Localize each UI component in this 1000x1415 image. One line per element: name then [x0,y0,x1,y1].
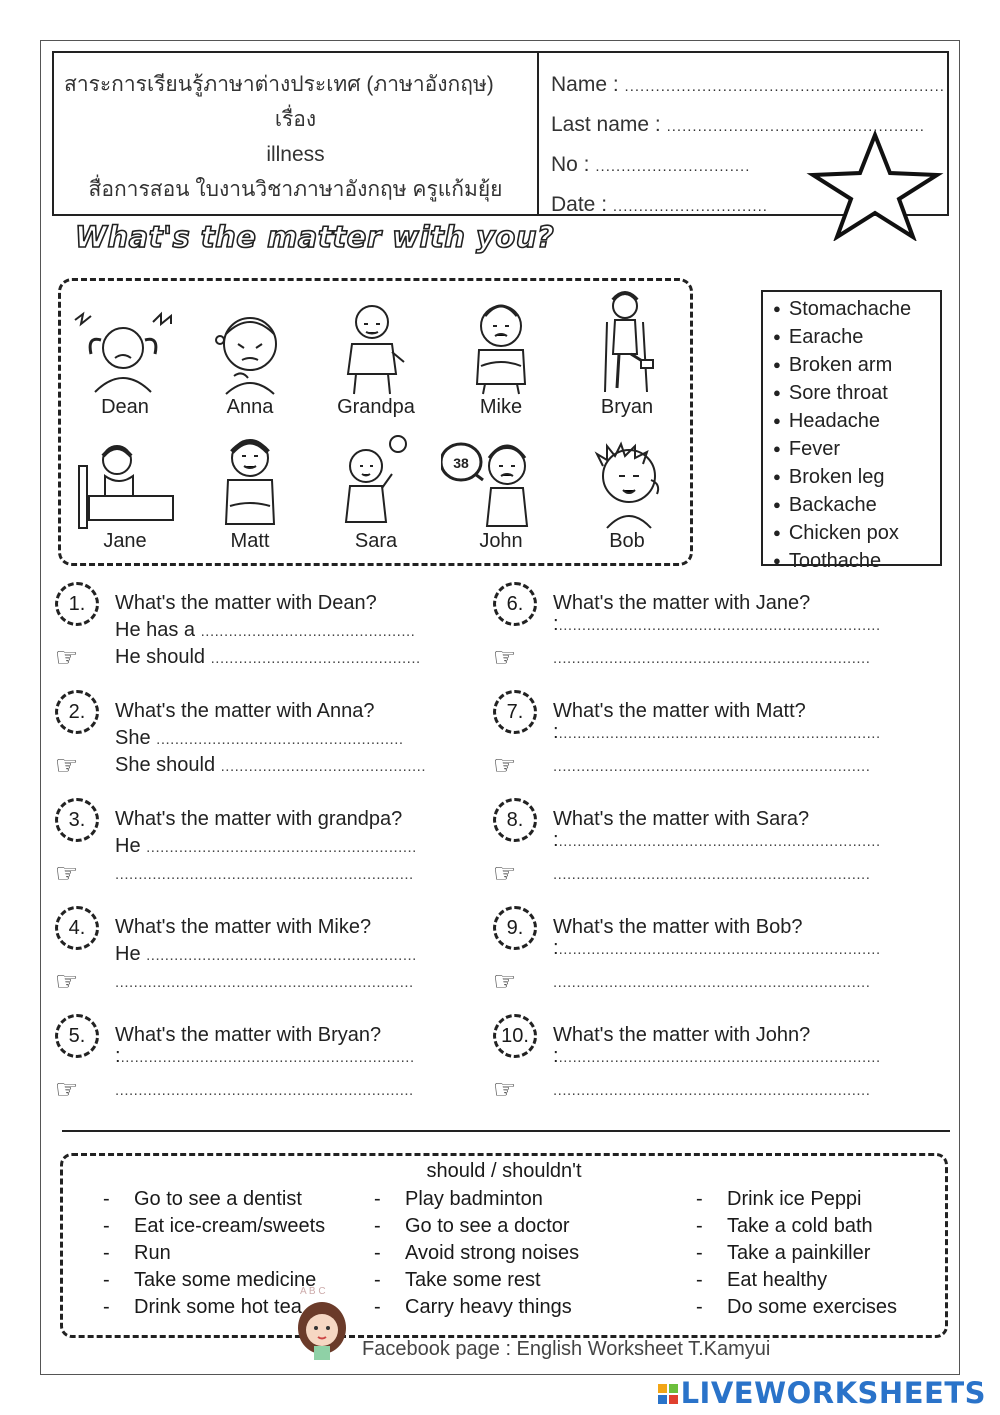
illness-item: ● Backache [773,492,940,520]
illness-item: ● Broken leg [773,464,940,492]
question-text: What's the matter with Bob? [553,916,803,938]
date-field[interactable]: .............................. [612,198,768,215]
illness-item: ● Headache [773,408,940,436]
advice-column-2 [374,1186,579,1321]
no-label: No : [551,153,590,176]
question-number: 5. [55,1014,99,1058]
person-name: Matt [230,530,270,552]
earache-person-icon [316,430,436,530]
advice-item: - Carry heavy things [374,1296,572,1318]
person-name: Bryan [600,396,654,418]
pointing-hand-icon: ☞ [55,750,79,780]
broken-arm-person-icon [190,436,310,530]
illness-item: ● Stomachache [773,296,940,324]
question-number: 4. [55,906,99,950]
brand-text: LIVEWORKSHEETS [680,1376,986,1410]
person-jane [65,436,185,553]
illness-item: ● Sore throat [773,380,940,408]
advice-item: - Run [103,1242,171,1264]
answer-line-2[interactable]: ................................................................ [115,866,414,883]
question-number: 2. [55,690,99,734]
sick-child-icon [190,300,310,396]
answer-line-2[interactable]: She should ............................................ [115,754,427,776]
answer-line-2[interactable]: ................................................................ [115,1082,414,1099]
answer-line-2[interactable]: .................................................................... [553,974,871,991]
teacher-avatar-logo [288,1282,358,1362]
person-matt [190,436,310,553]
person-name: Sara [354,530,398,552]
person-name: John [479,530,523,552]
topic-text: illness [266,143,325,166]
person-name: Bob [609,530,645,552]
question-number: 1. [55,582,99,626]
pointing-hand-icon: ☞ [493,966,517,996]
pointing-hand-icon: ☞ [55,642,79,672]
question-text: What's the matter with Bryan? [115,1024,382,1046]
illness-item: ● Earache [773,324,940,352]
pointing-hand-icon: ☞ [493,642,517,672]
advice-item: - Play badminton [374,1188,543,1210]
person-anna [190,300,310,419]
answer-line-2[interactable]: .................................................................... [553,650,871,667]
person-mike [441,300,561,419]
advice-item: - Take a painkiller [696,1242,871,1264]
answer-line-1[interactable]: He has a .............................................. [115,619,416,641]
advice-item: - Avoid strong noises [374,1242,580,1264]
advice-column-3 [696,1186,897,1321]
advice-item: - Take some rest [374,1269,541,1291]
headache-person-icon [65,300,185,396]
subject-text: สาระการเรียนรู้ภาษาต่างประเทศ (ภาษาอังกฤษ) [64,73,494,96]
lastname-field[interactable]: .................................................. [666,118,925,135]
worksheet-title: What's the matter with you? [75,220,555,254]
person-grandpa [316,300,436,419]
advice-box [60,1153,948,1338]
answer-line-2[interactable]: .................................................................... [553,1082,871,1099]
person-bryan [567,290,687,419]
advice-item: - Go to see a doctor [374,1215,570,1237]
question-text: What's the matter with Mike? [115,916,372,938]
logo-letters: A B C [300,1286,326,1297]
person-name: Dean [101,396,149,418]
person-name: Anna [226,396,274,418]
question-text: What's the matter with John? [553,1024,811,1046]
score-star-icon [805,131,945,241]
person-bob [567,436,687,553]
advice-item: - Eat healthy [696,1269,828,1291]
advice-item: - Take some medicine [103,1269,317,1291]
name-field[interactable]: .............................................................. [624,78,945,95]
stomachache-person-icon [441,300,561,396]
question-number: 9. [493,906,537,950]
illness-item: ● Broken arm [773,352,940,380]
person-name: Grandpa [337,396,415,418]
answer-line-1[interactable]: :............................................................... [115,1045,415,1067]
question-number: 6. [493,582,537,626]
footer-credit: Facebook page : English Worksheet T.Kamyui [362,1338,771,1360]
question-number: 8. [493,798,537,842]
answer-line-1[interactable]: :..................................................................... [553,937,881,959]
answer-line-2[interactable]: .................................................................... [553,758,871,775]
illness-item: ● Fever [773,436,940,464]
answer-line-1[interactable]: :..................................................................... [553,829,881,851]
fever-person-icon [441,430,561,530]
advice-item: - Drink some hot tea [103,1296,302,1318]
person-john [441,430,561,553]
question-text: What's the matter with Sara? [553,808,810,830]
liveworksheets-logo-icon [658,1384,678,1404]
section-divider [62,1130,950,1132]
backache-person-icon [316,300,436,396]
sick-in-bed-icon [65,436,185,530]
person-name: Mike [479,396,523,418]
pointing-hand-icon: ☞ [493,858,517,888]
person-name: Jane [103,530,147,552]
question-number: 10. [493,1014,537,1058]
no-field[interactable]: .............................. [595,158,751,175]
illness-word-bank [761,290,942,572]
date-label: Date : [551,193,608,216]
pointing-hand-icon: ☞ [55,1074,79,1104]
media-text: สื่อการสอน ใบงานวิชาภาษาอังกฤษ ครูแก้มยุ้ย [88,178,503,201]
answer-line-2[interactable]: ................................................................ [115,974,414,991]
advice-title: should / shouldn't [426,1160,582,1182]
answer-line-1[interactable]: :..................................................................... [553,613,881,635]
question-text: What's the matter with Matt? [553,700,806,722]
thermometer-reading: 38 [453,455,469,471]
question-text: What's the matter with Dean? [115,592,377,614]
answer-line-2[interactable]: .................................................................... [553,866,871,883]
advice-item: - Do some exercises [696,1296,898,1318]
person-sara [316,430,436,553]
question-text: What's the matter with Anna? [115,700,375,722]
question-number: 3. [55,798,99,842]
header-info [54,53,539,214]
student-info [539,53,947,214]
question-text: What's the matter with Jane? [553,592,811,614]
answer-line-1[interactable]: :..................................................................... [553,721,881,743]
question-number: 7. [493,690,537,734]
answer-line-1[interactable]: He .......................................................... [115,943,417,965]
liveworksheets-brand[interactable] [658,1376,986,1410]
pointing-hand-icon: ☞ [55,966,79,996]
answer-line-1[interactable]: He .......................................................... [115,835,417,857]
illness-item: ● Chicken pox [773,520,940,548]
answer-line-1[interactable]: :..................................................................... [553,1045,881,1067]
name-row [551,66,947,106]
worksheet-header [52,51,949,216]
pointing-hand-icon: ☞ [55,858,79,888]
pointing-hand-icon: ☞ [493,1074,517,1104]
crutches-person-icon [567,290,687,396]
answer-line-1[interactable]: She ..................................................... [115,727,404,749]
topic-label: เรื่อง [274,108,317,131]
advice-item: - Eat ice-cream/sweets [103,1215,326,1237]
illness-item: ● Toothache [773,548,940,576]
toothache-person-icon [567,436,687,530]
name-label: Name : [551,73,619,96]
person-dean [65,300,185,419]
lastname-label: Last name : [551,113,661,136]
pointing-hand-icon: ☞ [493,750,517,780]
answer-line-2[interactable]: He should ............................................. [115,646,421,668]
advice-item: - Take a cold bath [696,1215,873,1237]
question-text: What's the matter with grandpa? [115,808,403,830]
advice-item: - Drink ice Peppi [696,1188,862,1210]
advice-item: - Go to see a dentist [103,1188,302,1210]
